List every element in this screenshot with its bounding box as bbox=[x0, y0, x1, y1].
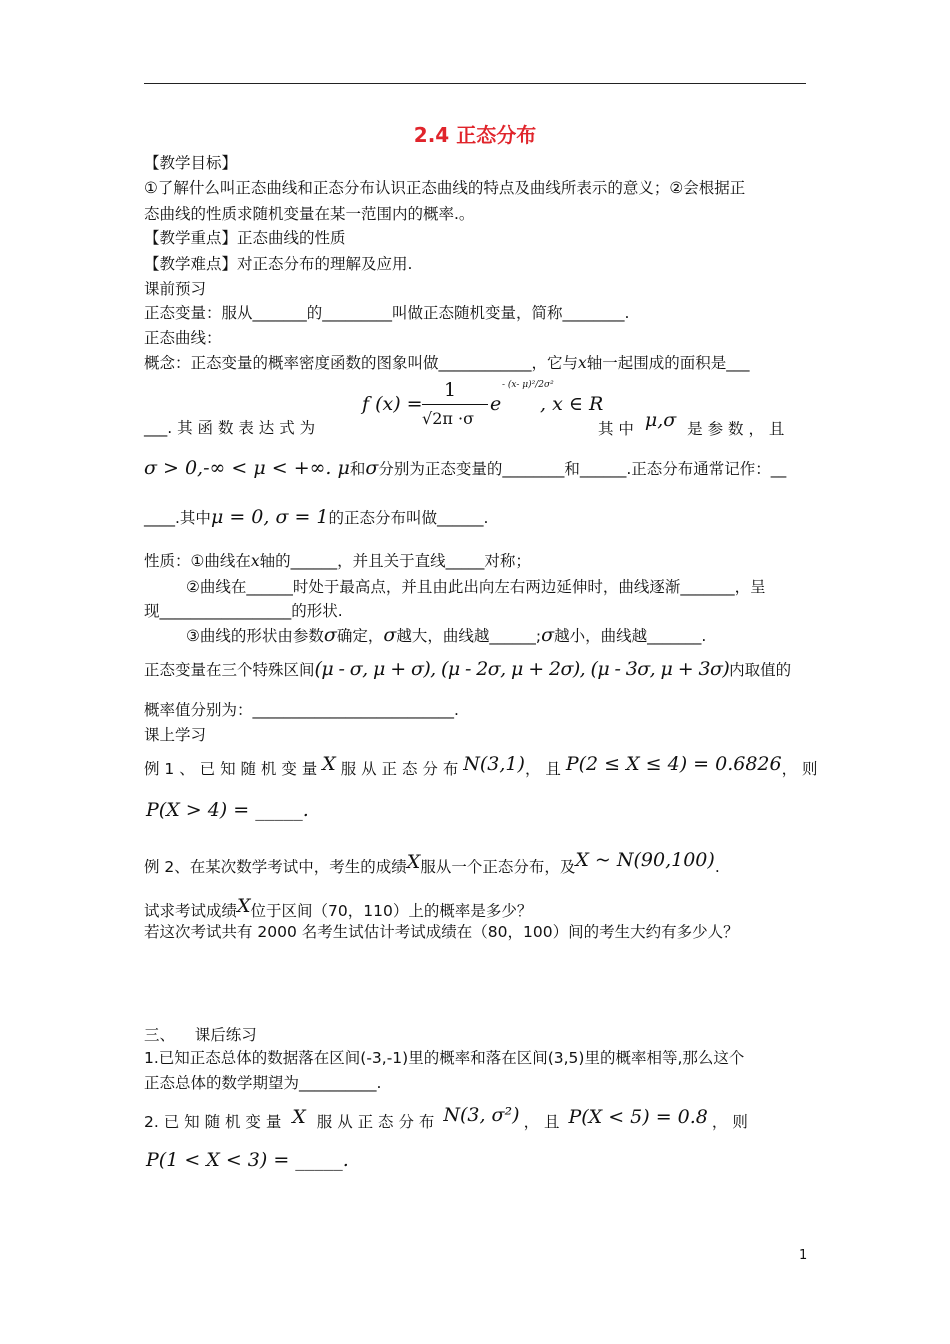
condition-rest: 分别为正态变量的________和______.正态分布通常记作：__ bbox=[378, 460, 787, 478]
variable-definition: 正态变量：服从_______的_________叫做正态随机变量，简称________. bbox=[144, 304, 630, 322]
example-2-text-b: 服从一个正态分布，及 bbox=[420, 858, 576, 876]
interval-math: (μ - σ, μ + σ), (μ - 2σ, μ + 2σ), (μ - 3σ, μ + 3σ) bbox=[314, 658, 730, 680]
problem-2-text-b: 服 从 正 态 分 布 bbox=[316, 1113, 435, 1131]
example-2-distribution: X ~ N(90,100) bbox=[575, 849, 715, 871]
formula-exponent: - (x- μ)²/2σ² bbox=[502, 380, 554, 390]
page-title: 2.4 正态分布 bbox=[413, 123, 537, 147]
example-1-question: P(X > 4) = _____. bbox=[146, 799, 309, 821]
goal-heading: 【教学目标】 bbox=[144, 154, 238, 172]
example-2-q1-X: X bbox=[237, 895, 251, 917]
standard-math: μ = 0, σ = 1 bbox=[210, 506, 329, 528]
key-point: 【教学重点】正态曲线的性质 bbox=[144, 229, 346, 247]
example-1-X: X bbox=[322, 753, 336, 775]
standard-text-a: ____.其中 bbox=[144, 509, 211, 527]
property-3-text-b: 确定， bbox=[336, 627, 384, 645]
example-2-question-1 bbox=[144, 895, 533, 921]
property-3-text-a: ③曲线的形状由参数 bbox=[186, 627, 324, 645]
property-1 bbox=[144, 551, 531, 571]
standard-line bbox=[144, 507, 488, 528]
example-1-text-c: ， 且 bbox=[524, 760, 561, 778]
params-text-a: 其 中 bbox=[598, 420, 634, 438]
property-1-text-b: 轴的______，并且关于直线_____对称； bbox=[259, 552, 531, 570]
params-math: μ,σ bbox=[644, 409, 677, 431]
standard-text-b: 的正态分布叫做______. bbox=[328, 509, 489, 527]
expression-line bbox=[144, 418, 315, 438]
density-formula bbox=[362, 380, 612, 430]
page-number: 1 bbox=[799, 1248, 808, 1263]
formula-e: e bbox=[490, 393, 502, 415]
interval-text-b: 内取值的 bbox=[729, 661, 792, 679]
interval-line bbox=[144, 659, 791, 680]
concept-line bbox=[144, 353, 750, 373]
property-3-sigma-2: σ bbox=[383, 624, 397, 646]
property-3-text-c: 越大，曲线越______; bbox=[396, 627, 542, 645]
params-text-b: 是 参 数 ， 且 bbox=[687, 420, 785, 438]
probability-line: 概率值分别为：__________________________. bbox=[144, 701, 459, 719]
property-1-text-a: 性质：①曲线在 bbox=[144, 552, 251, 570]
example-2-text-a: 例 2、在某次数学考试中，考生的成绩 bbox=[144, 858, 407, 876]
example-2-q1-text-a: 试求考试成绩 bbox=[144, 902, 238, 920]
formula-denominator: √2π ·σ bbox=[422, 409, 474, 428]
property-3-sigma-3: σ bbox=[541, 624, 555, 646]
difficulty: 【教学难点】对正态分布的理解及应用. bbox=[144, 255, 413, 273]
interval-text-a: 正态变量在三个特殊区间 bbox=[144, 661, 315, 679]
params-note bbox=[598, 409, 785, 439]
formula-tail: , x ∈ R bbox=[540, 393, 604, 415]
example-1-text-a: 例 1 、 已 知 随 机 变 量 bbox=[144, 760, 318, 778]
problem-1-line-2: 正态总体的数学期望为__________. bbox=[144, 1074, 382, 1092]
concept-text-b: 轴一起围成的面积是___ bbox=[586, 354, 750, 372]
problem-2-question: P(1 < X < 3) = _____. bbox=[146, 1149, 349, 1171]
example-2-X: X bbox=[406, 851, 421, 873]
problem-2-distribution: N(3, σ²) bbox=[443, 1104, 520, 1126]
expression-text-a: ___. 其 函 数 表 达 式 为 bbox=[144, 419, 316, 437]
problem-1-line-1: 1.已知正态总体的数据落在区间(-3,-1)里的概率和落在区间(3,5)里的概率相等,那么这个 bbox=[144, 1049, 745, 1067]
problem-2 bbox=[144, 1104, 748, 1132]
problem-2-text-d: ， 则 bbox=[711, 1113, 748, 1131]
concept-text-a: 概念：正态变量的概率密度函数的图象叫做____________，它与 bbox=[144, 354, 579, 372]
example-2-question-2: 若这次考试共有 2000 名考生试估计考试成绩在（80，100）间的考生大约有多少人？ bbox=[144, 923, 739, 941]
property-1-x: x bbox=[250, 552, 260, 570]
problem-2-text-c: ， 且 bbox=[523, 1113, 560, 1131]
condition-math: σ > 0,-∞ < μ < +∞. μ bbox=[144, 457, 350, 479]
example-1-text-b: 服 从 正 态 分 布 bbox=[340, 760, 459, 778]
formula-lhs: f (x) = bbox=[362, 393, 423, 415]
property-3 bbox=[186, 625, 706, 646]
problem-2-probability: P(X < 5) = 0.8 bbox=[568, 1106, 708, 1128]
example-1-probability: P(2 ≤ X ≤ 4) = 0.6826 bbox=[565, 753, 782, 775]
condition-line bbox=[144, 458, 786, 479]
class-heading: 课上学习 bbox=[144, 726, 207, 744]
formula-numerator: 1 bbox=[444, 379, 457, 401]
example-2-q1-text-b: 位于区间（70，110）上的概率是多少？ bbox=[250, 902, 533, 920]
example-1 bbox=[144, 753, 818, 779]
goal-line-2: 态曲线的性质求随机变量在某一范围内的概率.。 bbox=[144, 205, 475, 223]
example-2-dot: . bbox=[714, 858, 720, 876]
problem-2-X: X bbox=[292, 1106, 306, 1128]
property-3-text-d: 越小，曲线越_______. bbox=[554, 627, 707, 645]
property-2-cont: 现_________________的形状. bbox=[144, 602, 343, 620]
curve-heading: 正态曲线： bbox=[144, 329, 222, 347]
example-1-text-d: ， 则 bbox=[781, 760, 818, 778]
property-2: ②曲线在______时处于最高点，并且由此出向左右两边延伸时，曲线逐渐_______，呈 bbox=[186, 578, 766, 596]
property-3-sigma-1: σ bbox=[323, 624, 337, 646]
preview-heading: 课前预习 bbox=[144, 280, 207, 298]
condition-and: 和 bbox=[349, 460, 366, 478]
example-2 bbox=[144, 849, 720, 877]
condition-sigma: σ bbox=[365, 457, 379, 479]
after-class-heading: 三、 课后练习 bbox=[144, 1026, 257, 1044]
problem-2-text-a: 2. 已 知 随 机 变 量 bbox=[144, 1113, 282, 1131]
x-variable: x bbox=[578, 354, 587, 372]
goal-line-1: ①了解什么叫正态曲线和正态分布认识正态曲线的特点及曲线所表示的意义；②会根据正 bbox=[144, 179, 746, 197]
fraction-bar bbox=[422, 404, 488, 405]
header-rule bbox=[144, 83, 806, 84]
example-1-distribution: N(3,1) bbox=[463, 753, 525, 775]
